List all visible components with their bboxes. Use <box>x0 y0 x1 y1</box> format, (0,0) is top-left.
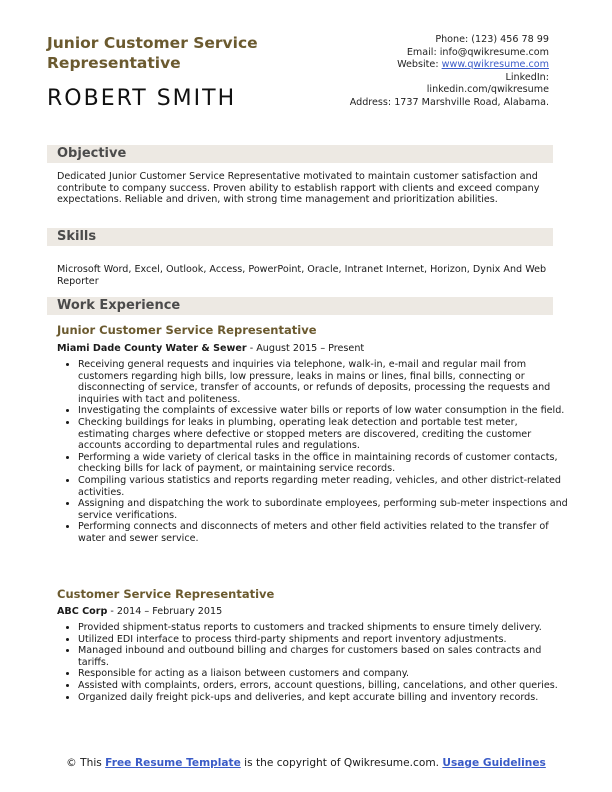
footer-middle: is the copyright of Qwikresume.com. <box>240 757 443 769</box>
contact-block <box>319 34 549 110</box>
skills-text: Microsoft Word, Excel, Outlook, Access, PowerPoint, Oracle, Intranet Internet, Horizon, Dynix And Web Reporter <box>57 264 547 287</box>
list-item: • Assisted with complaints, orders, errors, account questions, billing, cancelations, and other queries. <box>78 680 570 692</box>
objective-text: Dedicated Junior Customer Service Representative motivated to maintain customer satisfaction and contribute to company success. Proven ability to establish rapport with clients and exceed company expectations. Reliable and driven, with strong time management and prioritization abilities. <box>57 171 540 206</box>
list-item: • Receiving general requests and inquiries via telephone, walk-in, e-mail and regular mail from customers regarding high bills, low pressure, leaks in mains or lines, final bills, connecting or disconnecting of service, transfer of accounts, or refunds of deposits, processing the requests and inquiries with tact and politeness. <box>78 359 570 405</box>
list-item: • Assigning and dispatching the work to subordinate employees, performing sub-meter inspections and service verifications. <box>78 498 570 521</box>
job-2-employer <box>57 606 222 617</box>
list-item: • Compiling various statistics and reports regarding meter reading, vehicles, and other district-related activities. <box>78 475 570 498</box>
work-experience-heading: Work Experience <box>47 297 553 315</box>
job-1-bullets <box>60 359 570 545</box>
contact-address: Address: 1737 Marshville Road, Alabama. <box>349 96 549 108</box>
job-1-company: Miami Dade County Water & Sewer <box>57 343 247 354</box>
contact-linkedin-label: LinkedIn: <box>505 71 549 83</box>
list-item: • Investigating the complaints of excessive water bills or reports of low water consumption in the field. <box>78 405 570 417</box>
job-2-dates: - 2014 – February 2015 <box>107 606 223 617</box>
contact-linkedin: linkedin.com/qwikresume <box>426 84 549 96</box>
list-item: • Managed inbound and outbound billing and charges for customers based on sales contracts and tariffs. <box>78 645 570 668</box>
contact-website <box>319 59 549 72</box>
job-2-title: Customer Service Representative <box>57 587 275 601</box>
free-resume-template-link[interactable]: Free Resume Template <box>105 757 241 769</box>
list-item: • Checking buildings for leaks in plumbing, operating leak detection and portable test meter, estimating charges where defective or stopped meters are discovered, crediting the customer accounts according to departmental rules and regulations. <box>78 417 570 452</box>
job-2-company: ABC Corp <box>57 606 108 617</box>
copyright-footer <box>47 756 565 770</box>
list-item: • Performing a wide variety of clerical tasks in the office in maintaining records of customer contacts, checking bills for lack of payment, or maintaining service records. <box>78 452 570 475</box>
footer-prefix: © This <box>66 757 106 769</box>
contact-email: Email: info@qwikresume.com <box>406 46 549 58</box>
website-link[interactable]: www.qwikresume.com <box>441 59 549 71</box>
list-item: • Performing connects and disconnects of meters and other field activities related to the transfer of water and sewer service. <box>78 521 570 544</box>
objective-heading: Objective <box>47 145 553 163</box>
contact-phone: Phone: (123) 456 78 99 <box>435 34 549 45</box>
list-item: • Provided shipment-status reports to customers and tracked shipments to ensure timely delivery. <box>78 622 570 634</box>
list-item: • Utilized EDI interface to process third-party shipments and report inventory adjustments. <box>78 634 570 646</box>
list-item: • Organized daily freight pick-ups and deliveries, and kept accurate billing and inventory records. <box>78 692 570 704</box>
job-2-bullets <box>60 622 570 703</box>
job-1-employer <box>57 343 364 354</box>
contact-website-label: Website: <box>397 59 442 71</box>
job-1-title: Junior Customer Service Representative <box>57 323 317 337</box>
skills-heading: Skills <box>47 228 553 246</box>
candidate-name: ROBERT SMITH <box>47 86 237 111</box>
header-job-title: Junior Customer Service Representative <box>47 34 258 72</box>
list-item: • Responsible for acting as a liaison between customers and company. <box>78 668 570 680</box>
job-1-dates: - August 2015 – Present <box>246 343 365 354</box>
usage-guidelines-link[interactable]: Usage Guidelines <box>442 757 546 769</box>
